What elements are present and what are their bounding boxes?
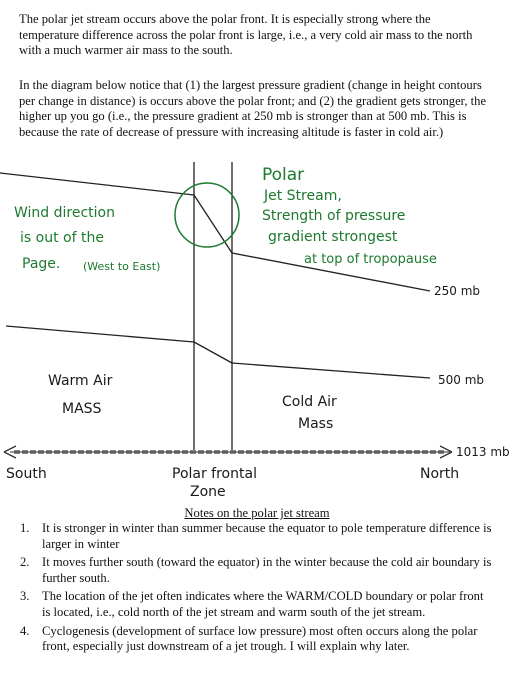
level-250mb-label: 250 mb (434, 284, 481, 298)
page-label: Page. (22, 256, 61, 272)
gradient-label: gradient strongest (268, 229, 398, 245)
jet-stream-label: Jet Stream, (264, 188, 342, 204)
zone-label: Zone (190, 484, 226, 500)
list-item: 2. It moves further south (toward the equator) in the winter because the cold air boundary is further south. (20, 555, 492, 585)
warm-air-label: Warm Air (48, 373, 113, 389)
level-500mb-label: 500 mb (438, 373, 485, 387)
list-item: 1. It is stronger in winter than summer because the equator to pole temperature difference is larger in winter (20, 521, 492, 551)
cold-mass-label: Mass (298, 416, 334, 432)
contour-500mb-south (6, 326, 194, 342)
list-item: 3. The location of the jet often indicates where the WARM/COLD boundary or polar front is located, i.e., cold north of the jet stream and warm south of the jet stream. (20, 589, 484, 619)
out-of-page-label: is out of the (20, 230, 104, 246)
south-label: South (6, 466, 47, 482)
notes-title: Notes on the polar jet stream (184, 506, 330, 520)
explanation-paragraph: In the diagram below notice that (1) the largest pressure gradient (change in height contours per change in distance) is occurs above the polar front; and (2) the gradient gets stronger, the higher up you go (i.e., the pressure gradient at 250 mb is stronger than at 500 mb. This is because the rate of decrease of pressure with increasing altitude is faster in cold air.) (19, 78, 487, 139)
polar-front-diagram (0, 160, 514, 505)
cold-air-label: Cold Air (282, 394, 337, 410)
north-label: North (420, 466, 460, 482)
west-to-east-label: (West to East) (83, 260, 161, 273)
contour-250mb-front (194, 195, 232, 253)
warm-mass-label: MASS (62, 401, 102, 417)
strength-label: Strength of pressure (262, 208, 406, 224)
polar-jet-label: Polar (262, 165, 305, 185)
intro-paragraph: The polar jet stream occurs above the polar front. It is especially strong where the temperature difference across the polar front is large, i.e., a very cold air mass to the north with a much warmer air mass to the south. (19, 12, 473, 58)
contour-250mb-south (0, 173, 194, 195)
wind-direction-label: Wind direction (14, 205, 115, 221)
polar-frontal-label: Polar frontal (172, 466, 257, 482)
contour-500mb-north (232, 363, 430, 378)
notes-list (20, 521, 492, 658)
list-item: 4. Cyclogenesis (development of surface low pressure) most often occurs along the polar front, especially just downstream of a jet trough. I will explain why later. (20, 623, 478, 654)
tropopause-label: at top of tropopause (304, 252, 437, 267)
contour-500mb-front (194, 342, 232, 363)
level-1013mb-label: 1013 mb (456, 445, 510, 459)
